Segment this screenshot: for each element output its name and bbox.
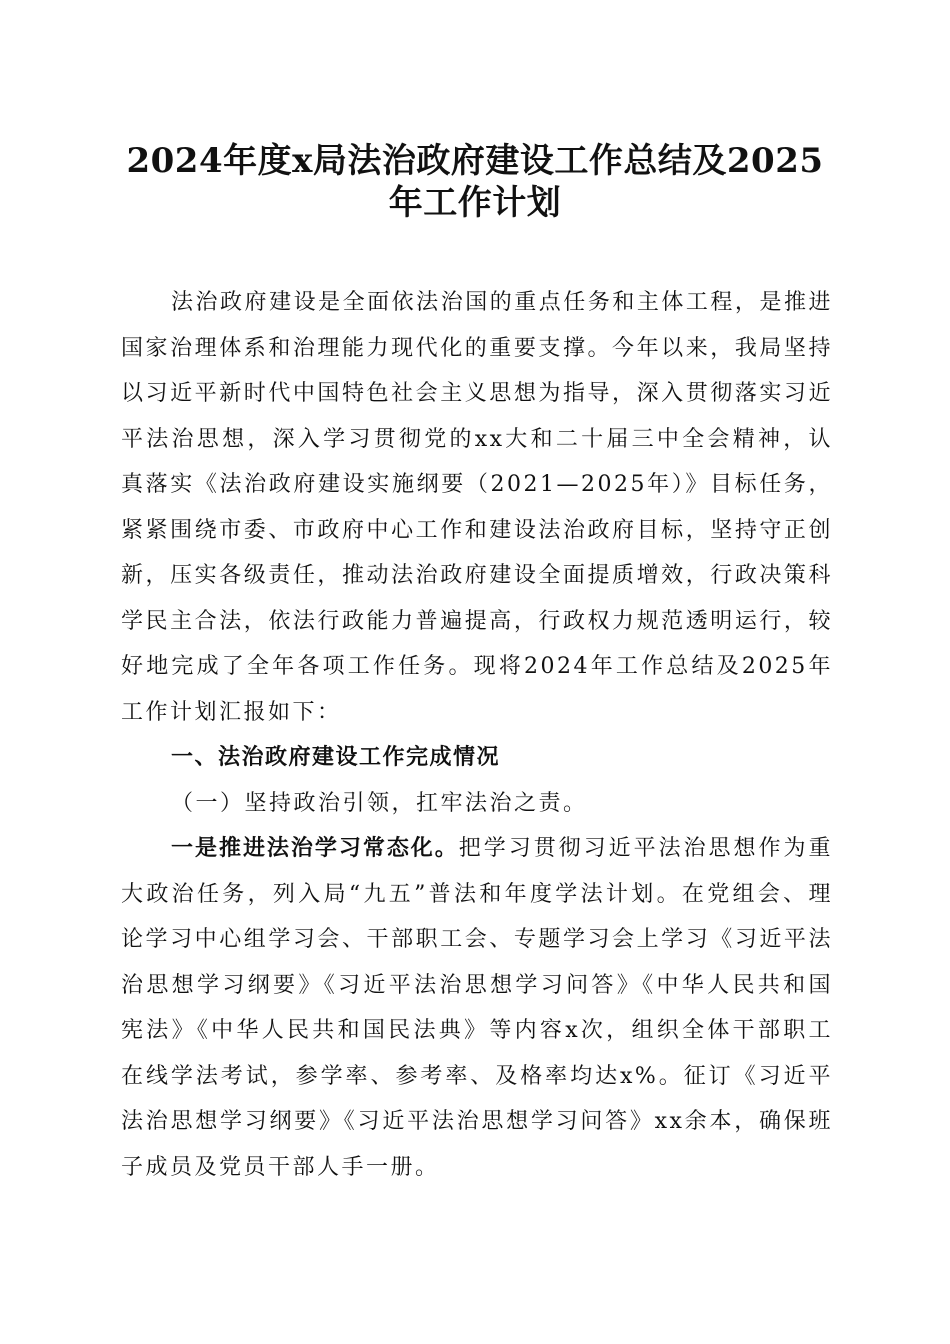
title-line-2: 年工作计划 [388,183,562,223]
point-paragraph [121,826,833,1190]
point-body: 把学习贯彻习近平法治思想作为重大政治任务，列入局“九五”普法和年度学法计划。在党组会、理论学习中心组学习会、干部职工会、专题学习会上学习《习近平法治思想学习纲要》《习近平法治思想学习问答》《中华人民共和国宪法》《中华人民共和国民法典》等内容x次，组织全体干部职工在线学法考试，参学率、参考率、及格率均达x%。征订《习近平法治思想学习纲要》《习近平法治思想学习问答》xx余本，确保班子成员及党员干部人手一册。 [121,836,833,1180]
subsection-heading: （一）坚持政治引领，扛牢法治之责。 [171,790,588,816]
document-title [110,140,840,224]
title-line-1: 2024年度x局法治政府建设工作总结及2025 [126,141,824,181]
document-body [121,280,833,1190]
intro-paragraph: 法治政府建设是全面依法治国的重点任务和主体工程，是推进国家治理体系和治理能力现代化的重要支撑。今年以来，我局坚持以习近平新时代中国特色社会主义思想为指导，深入贯彻落实习近平法治思想，深入学习贯彻党的xx大和二十届三中全会精神，认真落实《法治政府建设实施纲要（2021—2025年）》目标任务，紧紧围绕市委、市政府中心工作和建设法治政府目标，坚持守正创新，压实各级责任，推动法治政府建设全面提质增效，行政决策科学民主合法，依法行政能力普遍提高，行政权力规范透明运行，较好地完成了全年各项工作任务。现将2024年工作总结及2025年工作计划汇报如下： [121,290,833,725]
section-heading: 一、法治政府建设工作完成情况 [171,745,501,770]
point-lead: 一是推进法治学习常态化。 [171,836,459,861]
